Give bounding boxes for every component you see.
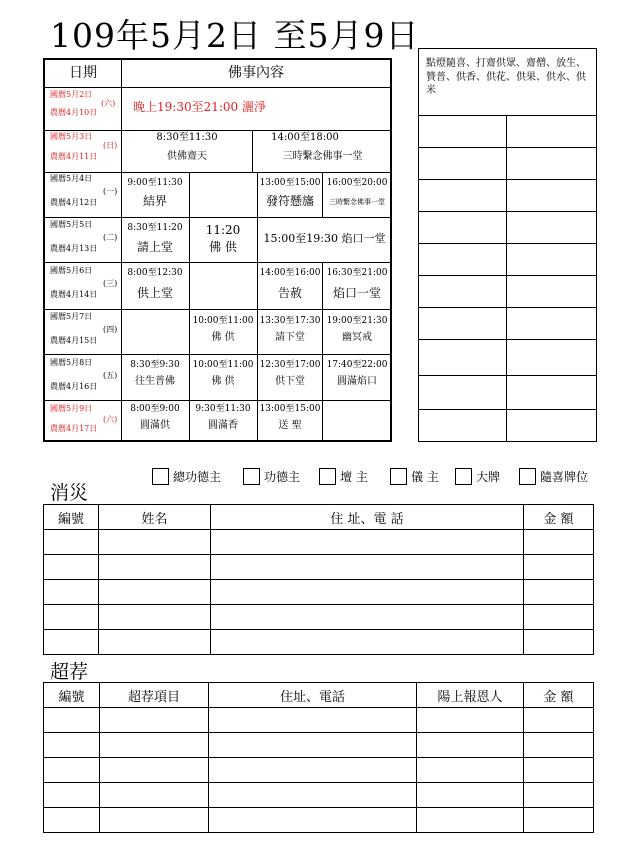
event-name: 請下堂: [275, 332, 305, 343]
event-name: 圓滿供: [140, 420, 170, 431]
date-lunar: 農曆4月13日: [50, 244, 98, 253]
checkbox-label: 大牌: [476, 470, 501, 484]
section-title-chaojian: 超荐: [50, 661, 89, 683]
date-lunar: 農曆4月16日: [50, 382, 98, 391]
weekday: (五): [103, 371, 118, 380]
event-time: 13:00至15:00: [259, 404, 321, 414]
checkbox[interactable]: [243, 468, 260, 485]
header-date: 日期: [69, 65, 97, 81]
date-greg: 國曆5月8日: [50, 358, 93, 367]
checkbox-label: 壇 主: [340, 470, 368, 484]
table-row: [44, 708, 594, 733]
weekday: (二): [103, 233, 118, 242]
date-lunar: 農曆4月12日: [50, 198, 98, 207]
event-name: 請上堂: [136, 240, 173, 254]
weekday: (三): [103, 279, 118, 288]
date-greg: 國曆5月4日: [50, 174, 93, 183]
col-header: 編號: [44, 683, 100, 708]
table-row: [44, 555, 594, 580]
checkbox[interactable]: [152, 468, 169, 485]
table-row: [44, 530, 594, 555]
table-row: [44, 758, 594, 783]
date-greg: 國曆5月3日: [50, 132, 93, 141]
section-title-xiaozai: 消災: [50, 482, 89, 504]
date-greg: 國曆5月9日: [50, 404, 93, 413]
weekday: (四): [103, 325, 118, 334]
offerings-box: [418, 48, 597, 442]
event-time: 8:00至12:30: [127, 268, 183, 278]
event-time: 8:30至11:20: [127, 223, 183, 233]
event-name: 佛 供: [209, 240, 237, 254]
event-name: 焰口一堂: [332, 286, 381, 300]
date-greg: 國曆5月2日: [50, 90, 93, 99]
checkbox-label: 隨喜牌位: [540, 470, 589, 484]
event-name: 供上堂: [136, 286, 173, 300]
event-text: 15:00至19:30 焰口一堂: [263, 232, 386, 245]
col-header: 編號: [44, 505, 99, 530]
event-time: 19:00至21:30: [326, 316, 388, 326]
checkbox-label: 儀 主: [411, 470, 439, 484]
date-lunar: 農曆4月10日: [50, 108, 98, 117]
col-header: 金 額: [524, 683, 594, 708]
date-lunar: 農曆4月11日: [50, 152, 98, 161]
event-time: 11:20: [205, 223, 241, 237]
event-name: 結界: [142, 194, 167, 208]
event-name: 幽冥戒: [342, 332, 372, 343]
weekday: (日): [103, 141, 118, 150]
checkbox-option[interactable]: [390, 468, 439, 485]
checkbox-option[interactable]: [152, 468, 221, 485]
chaojian-table: [43, 682, 594, 833]
event-name: 供佛齋天: [167, 151, 207, 162]
event-time: 8:30至11:30: [156, 132, 218, 143]
event-time: 10:00至11:00: [192, 316, 254, 326]
table-row: [44, 580, 594, 605]
event-text: 晚上19:30至21:00 灑淨: [133, 100, 266, 114]
checkbox[interactable]: [455, 468, 472, 485]
event-name: 發符懸旛: [265, 194, 314, 208]
table-row: [44, 783, 594, 808]
checkbox[interactable]: [319, 468, 336, 485]
event-name: 佛 供: [211, 376, 235, 387]
checkbox-option[interactable]: [519, 468, 588, 485]
event-time: 9:00至11:30: [127, 178, 183, 188]
event-name: 圓滿香: [208, 420, 238, 431]
schedule-table: [43, 58, 392, 442]
checkbox[interactable]: [519, 468, 536, 485]
event-time: 8:00至9:00: [130, 404, 180, 414]
col-header: 金 額: [524, 505, 594, 530]
checkbox-label: 功德主: [264, 470, 301, 484]
checkbox-option[interactable]: [319, 468, 368, 485]
event-time: 14:00至18:00: [271, 132, 339, 143]
date-lunar: 農曆4月17日: [50, 424, 98, 433]
event-time: 8:30至9:30: [130, 360, 180, 370]
col-header: 超荐項目: [100, 683, 209, 708]
header-content: 佛事內容: [228, 65, 284, 81]
event-time: 14:00至16:00: [259, 268, 321, 278]
checkbox[interactable]: [390, 468, 407, 485]
col-header: 住 址、電 話: [211, 505, 524, 530]
event-name: 圓滿焰口: [337, 376, 377, 387]
table-row: [44, 630, 594, 655]
table-row: [44, 808, 594, 833]
date-greg: 國曆5月5日: [50, 220, 93, 229]
page-title: 109年5月2日 至5月9日: [50, 16, 420, 55]
checkbox-label: 總功德主: [173, 470, 222, 484]
event-name: 三時繫念佛事一堂: [329, 198, 385, 206]
event-name: 供下堂: [275, 376, 305, 387]
event-name: 告赦: [277, 286, 302, 300]
event-time: 17:40至22:00: [326, 360, 388, 370]
offerings-note: 點燈隨喜、打齋供眾、齋僧、放生、贊普、供香、供花、供果、供水、供米: [426, 58, 586, 96]
xiaozai-table: [43, 504, 594, 655]
event-name: 往生普佛: [135, 376, 175, 387]
event-time: 9:30至11:30: [195, 404, 251, 414]
col-header: 住址、電話: [209, 683, 417, 708]
event-time: 16:00至20:00: [326, 178, 388, 188]
event-time: 16:30至21:00: [326, 268, 388, 278]
weekday: (六): [103, 415, 118, 424]
event-time: 13:30至17:30: [259, 316, 321, 326]
date-greg: 國曆5月6日: [50, 266, 93, 275]
event-time: 13:00至15:00: [259, 178, 321, 188]
table-row: [44, 605, 594, 630]
date-lunar: 農曆4月15日: [50, 336, 98, 345]
table-row: [44, 733, 594, 758]
date-lunar: 農曆4月14日: [50, 290, 98, 299]
weekday: (一): [103, 187, 118, 196]
event-name: 送 聖: [278, 420, 302, 431]
checkbox-option[interactable]: [455, 468, 500, 485]
col-header: 陽上報恩人: [417, 683, 524, 708]
weekday: (六): [101, 99, 116, 108]
date-greg: 國曆5月7日: [50, 312, 93, 321]
event-name: 三時繫念佛事一堂: [282, 151, 363, 162]
event-time: 10:00至11:00: [192, 360, 254, 370]
checkbox-option[interactable]: [243, 468, 300, 485]
col-header: 姓名: [99, 505, 211, 530]
event-time: 12:30至17:00: [259, 360, 321, 370]
event-name: 佛 供: [211, 332, 235, 343]
